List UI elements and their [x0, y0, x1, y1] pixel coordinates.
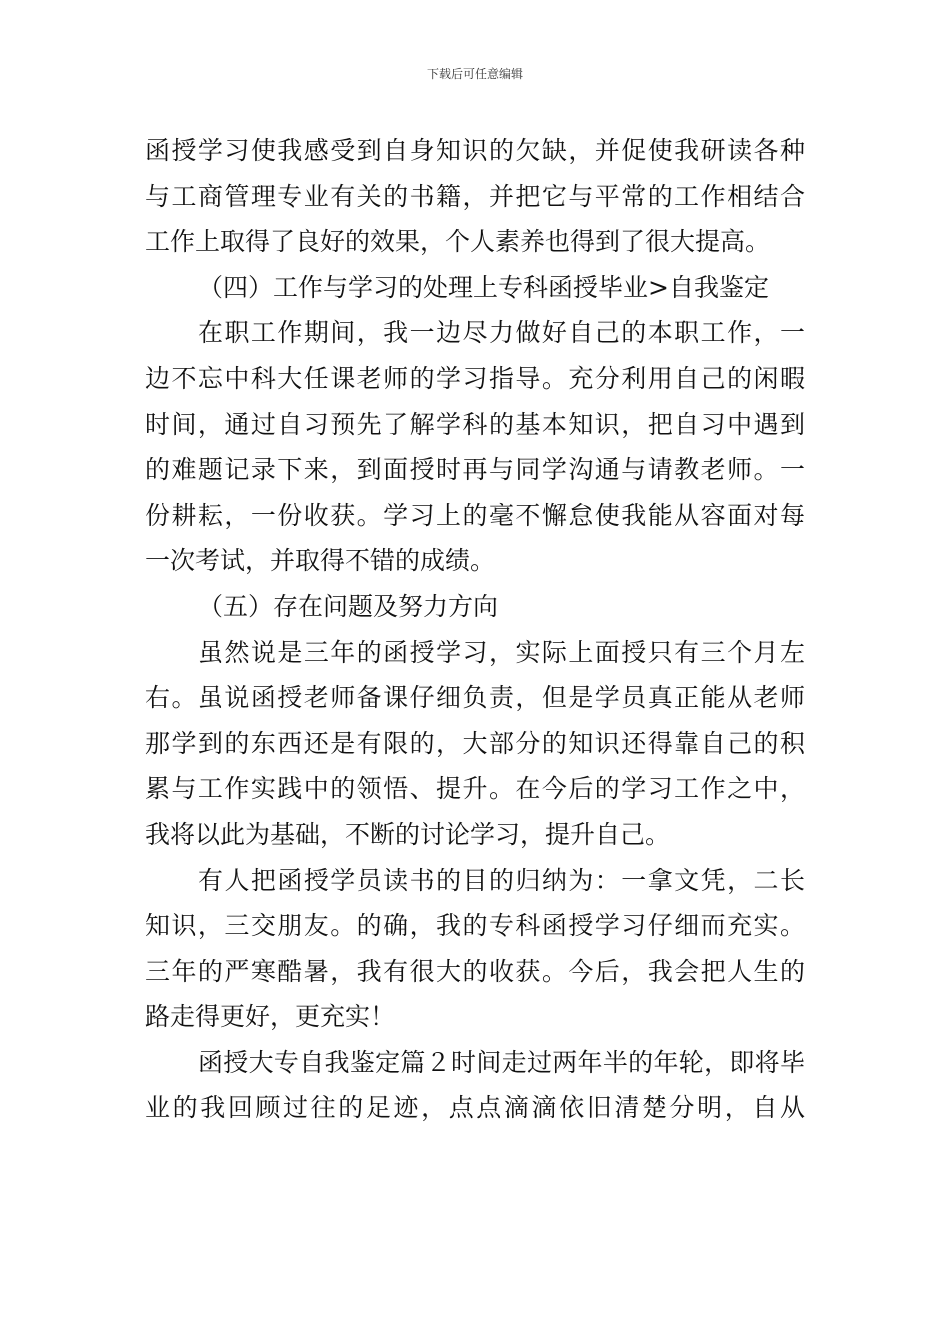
- section-heading: （四）工作与学习的处理上专科函授毕业>自我鉴定: [198, 272, 769, 302]
- paragraph-line: 三年的严寒酷暑，我有很大的收获。今后，我会把人生的: [145, 956, 805, 986]
- paragraph-line: 份耕耘，一份收获。学习上的毫不懈怠使我能从容面对每: [145, 500, 805, 530]
- page-header: 下载后可任意编辑: [426, 67, 523, 81]
- paragraph-line: 右。虽说函授老师备课仔细负责，但是学员真正能从老师: [145, 683, 805, 713]
- document-body: [145, 128, 805, 1131]
- paragraph-line: 在职工作期间，我一边尽力做好自己的本职工作，一: [198, 318, 805, 348]
- paragraph-line: 那学到的东西还是有限的，大部分的知识还得靠自己的积: [145, 728, 805, 758]
- paragraph-line: 知识，三交朋友。的确，我的专科函授学习仔细而充实。: [145, 911, 805, 941]
- paragraph-line: 时间，通过自习预先了解学科的基本知识，把自习中遇到: [145, 409, 805, 439]
- paragraph-line: 我将以此为基础，不断的讨论学习，提升自己。: [145, 819, 671, 849]
- paragraph-line: 边不忘中科大任课老师的学习指导。充分利用自己的闲暇: [145, 363, 805, 393]
- paragraph-line: 累与工作实践中的领悟、提升。在今后的学习工作之中，: [145, 774, 805, 804]
- section-heading: （五）存在问题及努力方向: [198, 591, 499, 621]
- paragraph-line: 业的我回顾过往的足迹，点点滴滴依旧清楚分明，自从: [145, 1093, 805, 1123]
- paragraph-line: 函授大专自我鉴定篇２时间走过两年半的年轮，即将毕: [198, 1047, 805, 1077]
- paragraph-line: 与工商管理专业有关的书籍，并把它与平常的工作相结合: [145, 181, 805, 211]
- paragraph-line: 函授学习使我感受到自身知识的欠缺，并促使我研读各种: [145, 136, 805, 165]
- paragraph-line: 一次考试，并取得不错的成绩。: [145, 546, 496, 576]
- paragraph-line: 虽然说是三年的函授学习，实际上面授只有三个月左: [198, 637, 805, 667]
- paragraph-line: 工作上取得了良好的效果，个人素养也得到了很大提高。: [145, 227, 771, 257]
- paragraph-line: 的难题记录下来，到面授时再与同学沟通与请教老师。一: [145, 455, 805, 485]
- paragraph-line: 路走得更好，更充实！: [145, 1002, 396, 1032]
- paragraph-line: 有人把函授学员读书的目的归纳为：一拿文凭，二长: [198, 865, 805, 895]
